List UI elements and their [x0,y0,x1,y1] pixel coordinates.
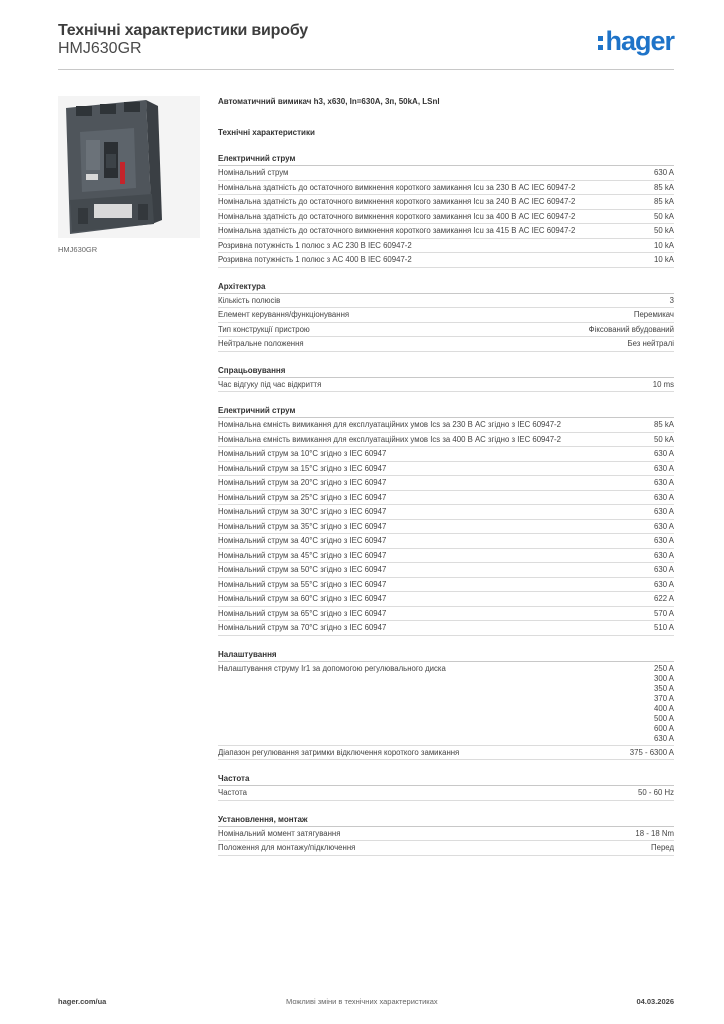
row-value: 10 kA [654,240,674,250]
row-label: Номінальний струм за 25°C згідно з IEC 60947 [218,492,387,502]
row-value: 85 kA [654,182,674,192]
row-value: 570 A [654,608,674,618]
table-row [218,827,674,842]
row-value: Фіксований вбудований [588,324,674,334]
section-frequency [218,774,674,801]
row-value: 630 A [654,449,674,458]
table-row [218,491,674,506]
row-label: Номінальний струм за 55°C згідно з IEC 60947 [218,579,387,589]
table-row [218,520,674,535]
section-electric-current-2 [218,406,674,636]
section-title: Налаштування [218,650,674,662]
row-value: 50 kA [654,226,674,235]
table-row [218,181,674,196]
logo-dots-icon [598,36,603,50]
row-value: 50 kA [654,211,674,221]
table-row [218,210,674,225]
row-value: 630 A [654,579,674,589]
row-label: Номінальний струм за 50°C згідно з IEC 60947 [218,565,387,574]
footer-note: Можливі зміни в технічних характеристиках [286,997,438,1006]
row-value: 85 kA [654,420,674,429]
row-label: Номінальна здатність до остаточного вимкнення короткого замикання Icu за 240 В AC IEC 60947-2 [218,197,576,206]
table-row [218,841,674,856]
table-row [218,195,674,210]
section-operation [218,366,674,393]
table-row [218,607,674,622]
row-value: 10 ms [652,379,674,389]
table-row [218,323,674,338]
row-label: Налаштування струму Ir1 за допомогою регулювального диска [218,663,446,673]
table-row [218,308,674,323]
website-link[interactable]: hager.com/ua [58,997,107,1006]
table-row [218,239,674,254]
row-value: Перемикач [633,310,674,319]
row-label: Номінальний струм за 65°C згідно з IEC 60947 [218,608,387,618]
document-date: 04.03.2026 [636,997,674,1006]
product-description: Автоматичний вимикач h3, x630, In=630A, 3п, 50kA, LSnl [218,97,440,106]
row-label: Положення для монтажу/підключення [218,843,356,852]
table-row [218,786,674,801]
row-label: Номінальна здатність до остаточного вимкнення короткого замикання Icu за 230 В AC IEC 60947-2 [218,182,576,192]
row-label: Розривна потужність 1 полюс з AC 230 В IEC 60947-2 [218,240,412,250]
table-row [218,662,674,746]
row-label: Номінальний струм за 35°C згідно з IEC 60947 [218,521,387,531]
row-value: 630 A [654,168,674,177]
section-title: Архітектура [218,282,674,294]
row-value: 622 A [654,594,674,603]
row-label: Кількість полюсів [218,295,281,305]
page-header [58,22,674,70]
table-row [218,337,674,352]
row-label: Номінальний струм за 40°C згідно з IEC 60947 [218,536,387,545]
table-row [218,534,674,549]
section-electric-current-1 [218,154,674,268]
table-row [218,505,674,520]
row-label: Діапазон регулювання затримки відключення короткого замикання [218,747,460,757]
row-label: Нейтральне положення [218,339,304,348]
row-label: Розривна потужність 1 полюс з AC 400 В IEC 60947-2 [218,255,412,264]
row-value: 630 A [654,507,674,516]
row-label: Номінальний струм за 30°C згідно з IEC 60947 [218,507,387,516]
product-code: HMJ630GR [58,40,142,57]
section-title: Частота [218,774,674,786]
section-title: Установлення, монтаж [218,815,674,827]
row-value: 510 A [654,623,674,632]
section-title: Електричний струм [218,154,674,166]
section-title: Спрацьовування [218,366,674,378]
row-value: 630 A [654,550,674,560]
row-value: 375 - 6300 A [629,747,674,757]
row-value: 250 A 300 A 350 A 370 A 400 A 500 A 600 A 630 A [654,663,674,743]
table-row [218,294,674,309]
spec-content [218,96,674,856]
row-label: Номінальна здатність до остаточного вимкнення короткого замикання Icu за 400 В AC IEC 60947-2 [218,211,576,221]
row-label: Номінальна здатність до остаточного вимкнення короткого замикання Icu за 415 В AC IEC 60947-2 [218,226,576,235]
section-settings [218,650,674,761]
table-row [218,253,674,268]
row-value: 630 A [654,565,674,574]
row-label: Номінальний момент затягування [218,828,341,838]
table-row [218,166,674,181]
hager-logo [598,26,674,56]
specifications-heading: Технічні характеристики [218,128,315,137]
row-label: Номінальна ємність вимикання для експлуатаційних умов Ics за 400 В AC згідно з IEC 60947-2 [218,434,561,444]
row-label: Номінальний струм за 70°C згідно з IEC 60947 [218,623,387,632]
section-architecture [218,282,674,352]
row-value: 50 kA [654,434,674,444]
row-label: Номінальний струм [218,168,289,177]
row-value: 3 [669,295,674,305]
table-row [218,592,674,607]
table-row [218,462,674,477]
row-value: 630 A [654,478,674,487]
table-row [218,621,674,636]
row-value: Перед [651,843,674,852]
document-title: Технічні характеристики виробу [58,22,308,39]
row-label: Номінальний струм за 45°C згідно з IEC 60947 [218,550,387,560]
row-value: 50 - 60 Hz [638,788,674,797]
product-image [58,96,200,238]
row-value: 630 A [654,521,674,531]
row-label: Частота [218,788,247,797]
table-row [218,224,674,239]
row-label: Номінальний струм за 10°C згідно з IEC 60947 [218,449,387,458]
row-label: Час відгуку під час відкриття [218,379,322,389]
table-row [218,563,674,578]
row-label: Номінальний струм за 60°C згідно з IEC 60947 [218,594,387,603]
row-label: Номінальний струм за 15°C згідно з IEC 60947 [218,463,387,473]
section-title: Електричний струм [218,406,674,418]
table-row [218,549,674,564]
circuit-breaker-illustration [58,96,200,238]
table-row [218,378,674,393]
row-label: Номінальний струм за 20°C згідно з IEC 60947 [218,478,387,487]
row-value: Без нейтралі [627,339,674,348]
row-label: Тип конструкції пристрою [218,324,310,334]
row-label: Елемент керування/функціонування [218,310,350,319]
row-value: 85 kA [654,197,674,206]
table-row [218,433,674,448]
logo-text: hager [605,26,674,56]
table-row [218,418,674,433]
table-row [218,476,674,491]
row-value: 18 - 18 Nm [635,828,674,838]
row-value: 630 A [654,536,674,545]
row-value: 10 kA [654,255,674,264]
row-label: Номінальна ємність вимикання для експлуатаційних умов Ics за 230 В AC згідно з IEC 60947-2 [218,420,561,429]
row-value: 630 A [654,492,674,502]
row-value: 630 A [654,463,674,473]
table-row [218,447,674,462]
table-row [218,746,674,761]
table-row [218,578,674,593]
section-installation [218,815,674,856]
image-caption: HMJ630GR [58,245,98,254]
